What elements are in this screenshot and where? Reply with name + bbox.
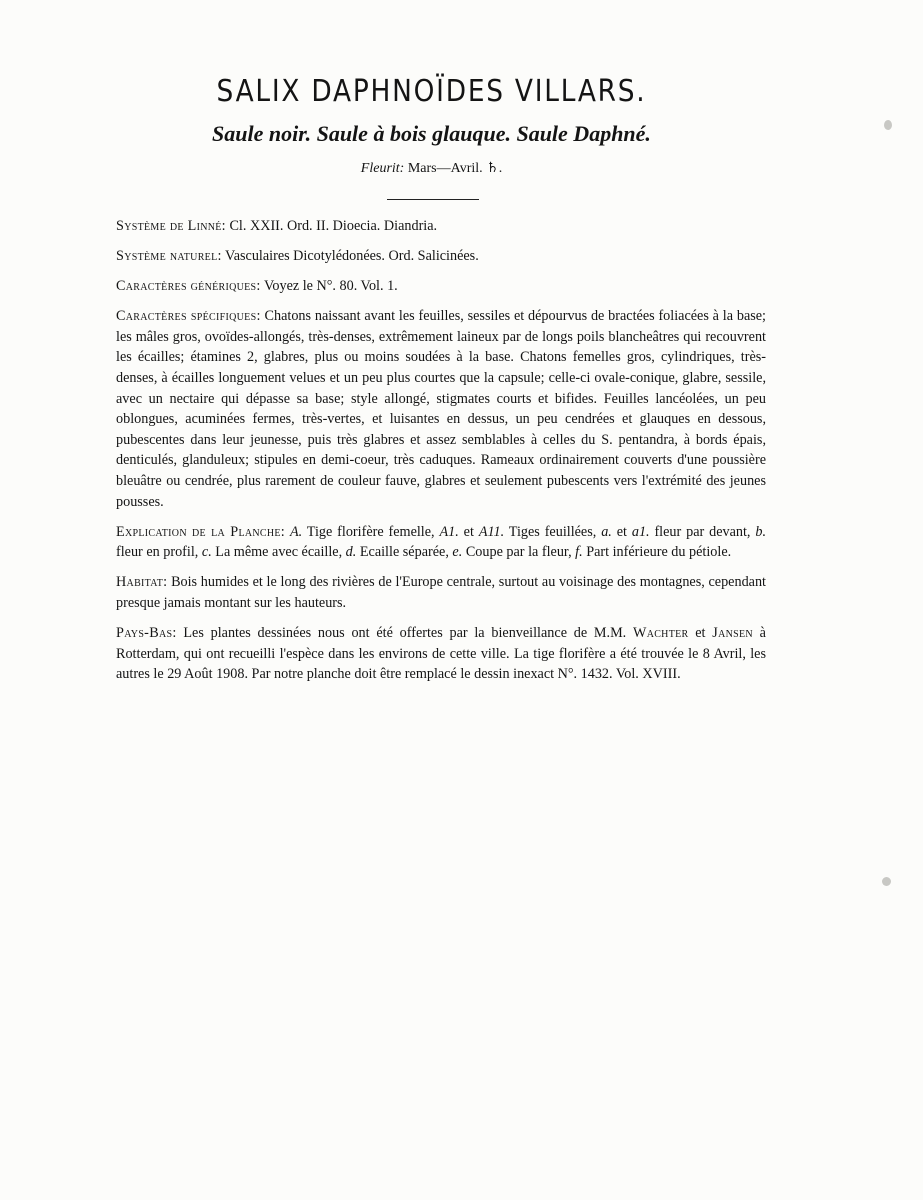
flowering-label: Fleurit: — [360, 161, 405, 176]
section-text: Ecaille séparée, — [356, 544, 453, 561]
section-label: Explication de la Planche: — [116, 523, 286, 540]
section-text: et — [458, 523, 479, 540]
section-systeme-naturel — [116, 246, 766, 267]
figure-ref: a1. — [631, 523, 650, 540]
section-text: Les plantes dessinées nous ont été offertes par la bienveillance de M.M. — [183, 625, 633, 642]
paper-speck — [882, 877, 891, 886]
section-caracteres-generiques — [116, 276, 766, 297]
section-text: Cl. XXII. Ord. II. Dioecia. Diandria. — [229, 218, 438, 234]
section-label: Habitat: — [116, 574, 168, 591]
section-text: Vasculaires Dicotylédonées. Ord. Salicinées. — [225, 248, 479, 265]
section-text: Voyez le N°. 80. Vol. 1. — [263, 278, 398, 295]
flowering-value: Mars—Avril. — [407, 161, 483, 176]
perennial-symbol: ♄. — [486, 161, 503, 176]
figure-ref: A11. — [478, 523, 505, 540]
paper-speck — [884, 120, 892, 130]
person-name: Jansen — [712, 625, 753, 642]
page-title: SALIX DAPHNOÏDES VILLARS. — [216, 74, 647, 109]
section-text: Part inférieure du pétiole. — [582, 544, 732, 561]
flowering-line — [0, 160, 893, 177]
title-divider — [387, 199, 479, 200]
figure-ref: a. — [601, 523, 612, 540]
section-text: et — [688, 625, 713, 642]
figure-ref: A. — [289, 523, 303, 540]
person-name: Wachter — [633, 625, 689, 642]
figure-ref: b. — [755, 523, 767, 540]
common-names-subtitle: Saule noir. Saule à bois glauque. Saule Daphné. — [212, 121, 651, 146]
figure-ref: A1. — [439, 523, 459, 540]
section-habitat — [116, 572, 766, 613]
section-text: Bois humides et le long des rivières de l'Europe centrale, surtout au voisinage des montagnes, cependant presque jamais montant sur les hauteurs. — [116, 574, 766, 611]
section-label: Caractères génériques: — [116, 278, 261, 295]
figure-ref: e. — [452, 544, 463, 561]
section-pays-bas — [116, 623, 766, 685]
section-text: et — [611, 523, 632, 540]
section-caracteres-specifiques — [116, 306, 766, 512]
section-label: Système de Linné: — [116, 218, 226, 234]
section-text: Tige florifère femelle, — [302, 523, 440, 540]
section-text: Tiges feuillées, — [504, 523, 602, 540]
section-linne — [116, 216, 766, 237]
section-text: Coupe par la fleur, — [462, 544, 576, 561]
section-text: fleur par devant, — [649, 523, 756, 540]
section-explication-planche — [116, 522, 766, 563]
figure-ref: f. — [575, 544, 583, 561]
description-body — [116, 216, 766, 694]
section-text: à Rotterdam, qui ont recueilli l'espèce dans les environs de cette ville. La tige florifère a été trouvée le 8 Avril, les autres le 29 Août 1908. Par notre planche doit être remplacé le dessin inexact N°. 1432. Vol. XVIII. — [116, 625, 766, 683]
section-label: Système naturel: — [116, 248, 222, 265]
section-text: La même avec écaille, — [211, 544, 346, 561]
figure-ref: c. — [201, 544, 212, 561]
figure-ref: d. — [345, 544, 357, 561]
section-label: Pays-Bas: — [116, 625, 177, 642]
section-text: fleur en profil, — [116, 544, 202, 561]
section-label: Caractères spécifiques: — [116, 308, 261, 325]
section-text: Chatons naissant avant les feuilles, sessiles et dépourvus de bractées foliacées à la base; les mâles gros, ovoïdes-allongés, très-denses, extrêmement laineux par de longs poils blancheâtres qui recouvrent les écailles; étamines 2, glabres, plus ou moins soudées à la base. Chatons femelles gros, cylindriques, très-denses, à écailles longuement velues et un peu plus courtes que la capsule; celle-ci ovale-conique, glabre, sessile, avec un nectaire qui dépasse sa base; style allongé, stigmates courts et bifides. Feuilles lancéolées, un peu oblongues, acuminées fermes, très-vertes, et luisantes en dessus, un peu cendrées et glauques en dessous, pubescentes dans leur jeunesse, puis très glabres et assez semblables à celles du S. pentandra, à bords épais, denticulés, glanduleux; stipules en demi-coeur, très caduques. Rameaux ordinairement couverts d'une poussière bleuâtre ou cendrée, plus rarement de couleur fauve, glabres et seulement pubescents vers l'extrémité des jeunes pousses. — [116, 308, 767, 510]
